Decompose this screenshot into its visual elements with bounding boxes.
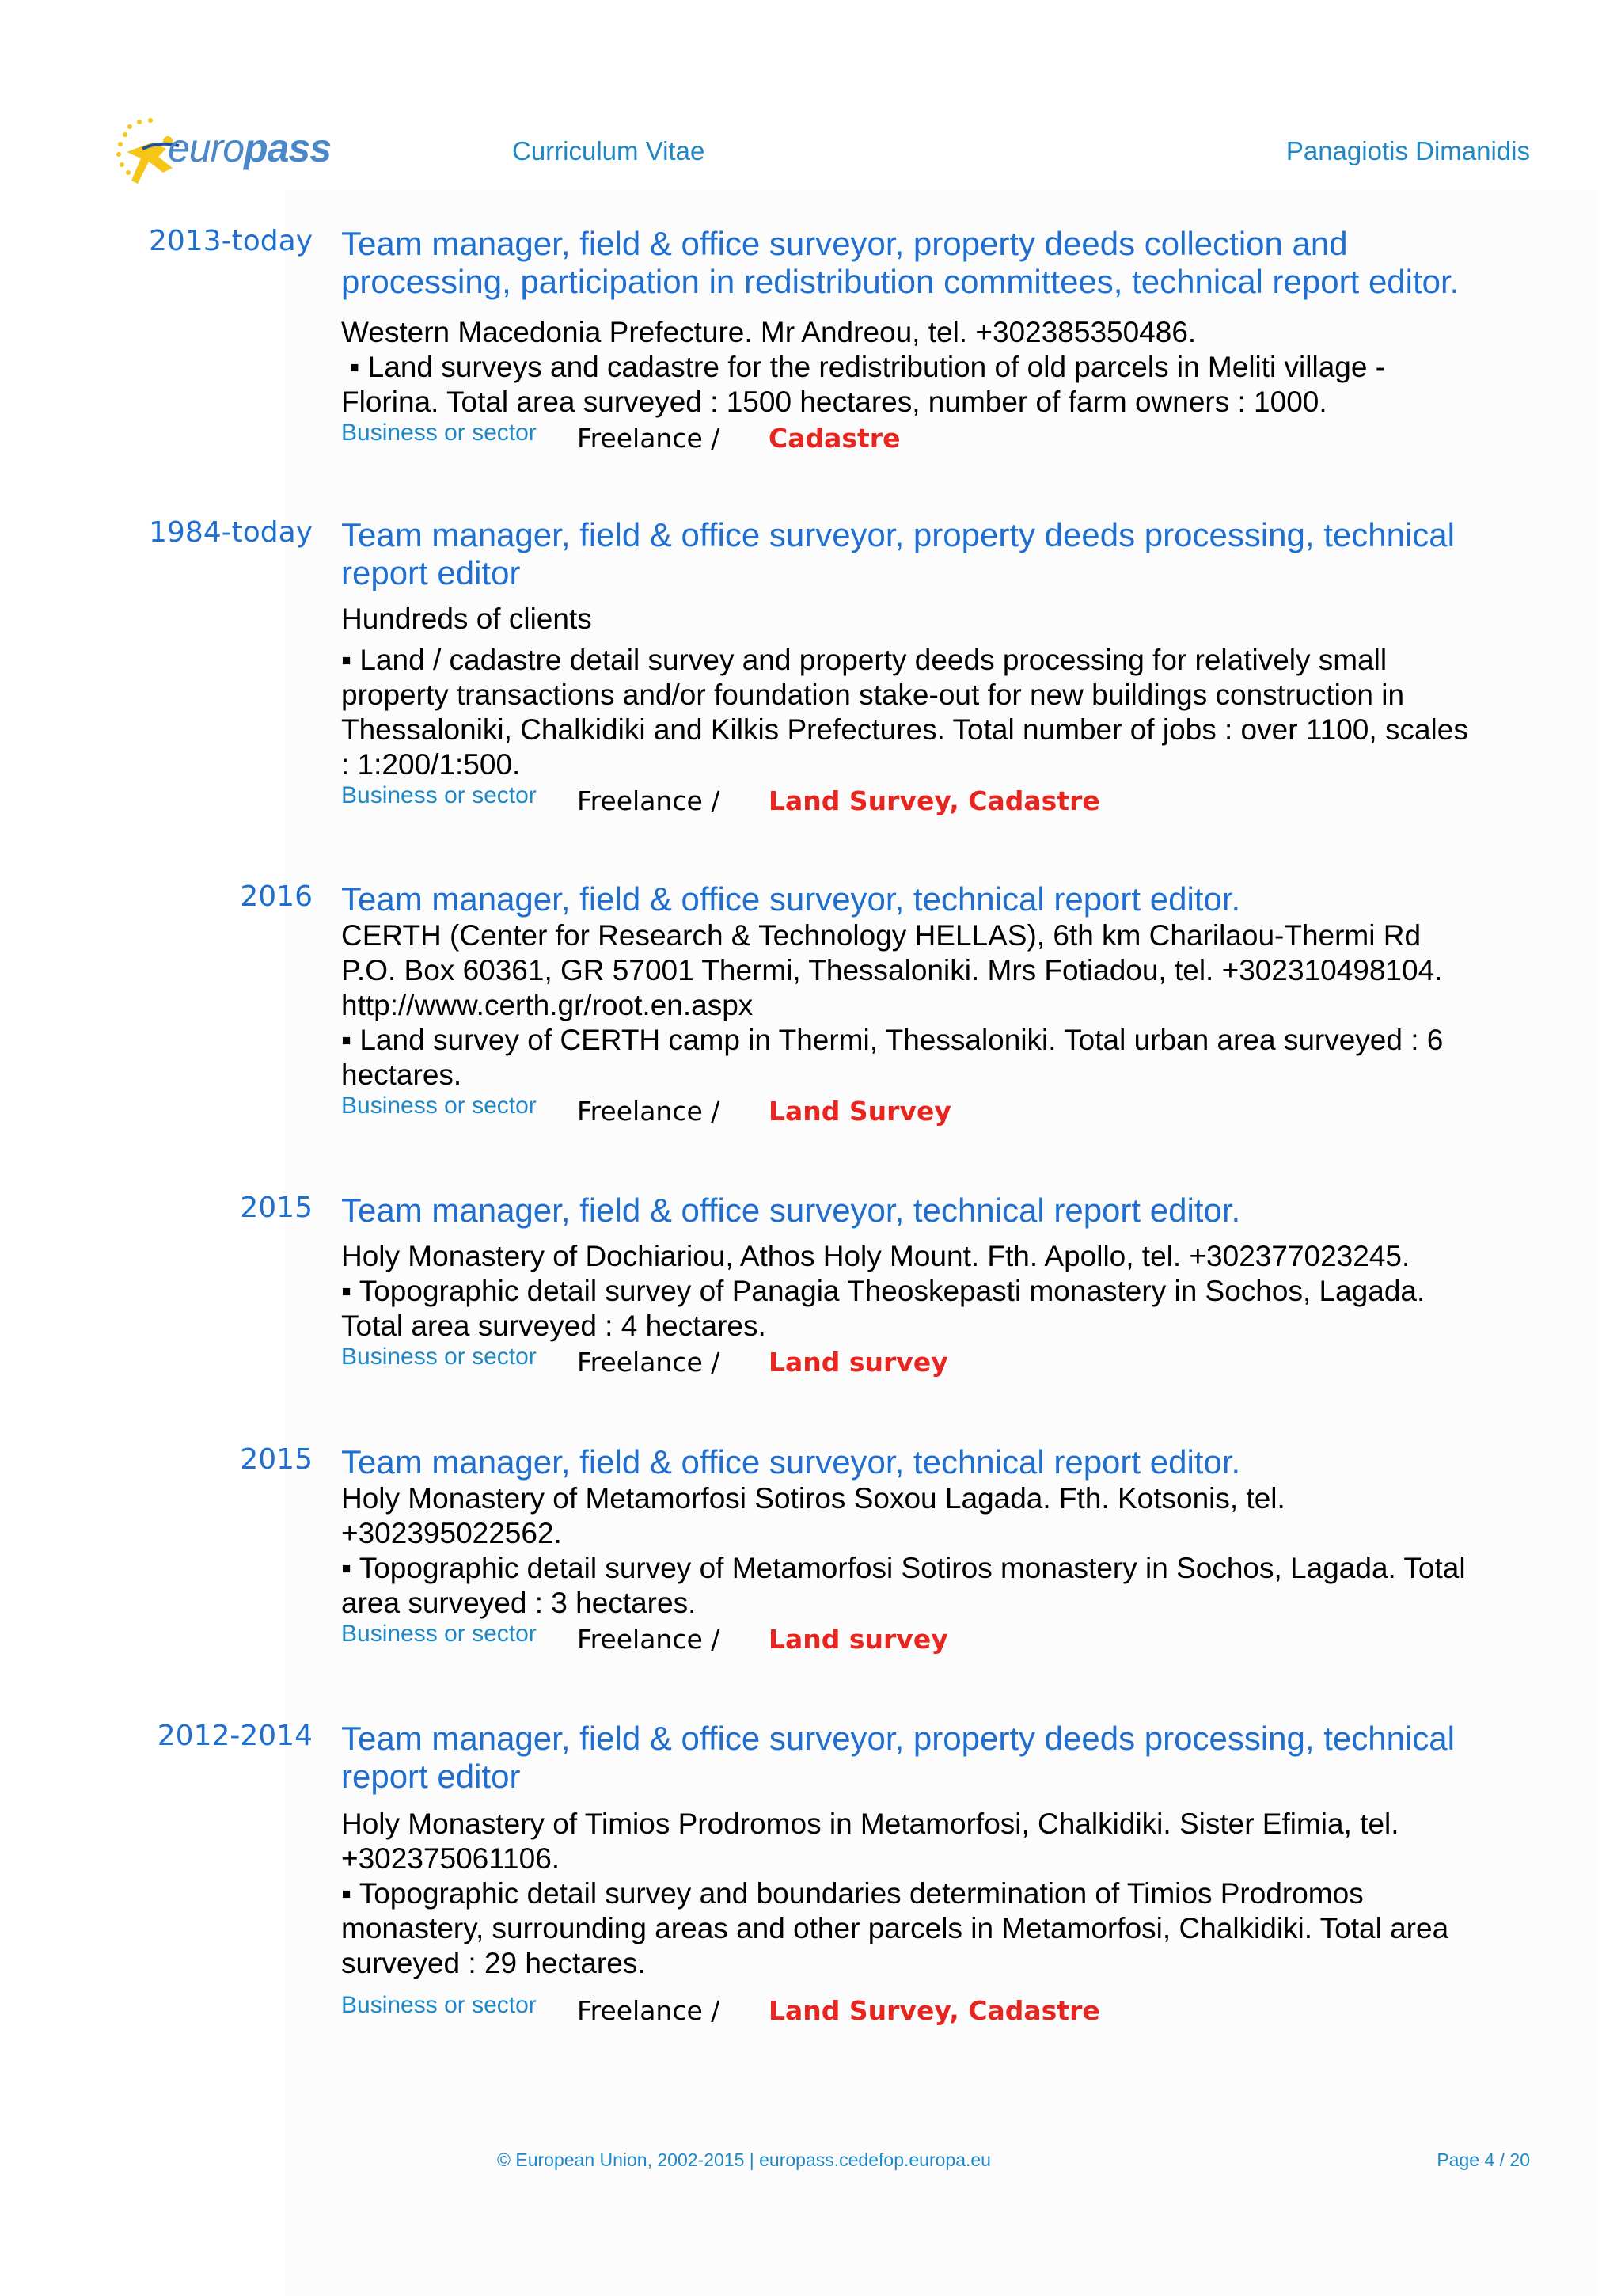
job-title-line: Team manager, field & office surveyor, property deeds processing, technical — [341, 1720, 1455, 1757]
entry-body-line: CERTH (Center for Research & Technology HELLAS), 6th km Charilaou-Thermi Rd — [341, 919, 1422, 952]
europass-wordmark — [168, 125, 331, 171]
business-sector-row — [341, 1992, 1513, 2030]
entry-body-line: ▪ Land survey of CERTH camp in Thermi, Thessaloniki. Total urban area surveyed : 6 — [341, 1024, 1444, 1056]
entry-body-line: Thessaloniki, Chalkidiki and Kilkis Prefectures. Total number of jobs : over 1100, scales — [341, 713, 1468, 746]
entry-body-line: Holy Monastery of Metamorfosi Sotiros Soxou Lagada. Fth. Kotsonis, tel. — [341, 1482, 1285, 1515]
entry-date: 2016 — [240, 880, 313, 913]
business-sector-row — [341, 782, 1513, 820]
entry-content — [341, 880, 1513, 1131]
business-sector-type: Freelance / — [577, 1347, 720, 1378]
entry-body-line: Holy Monastery of Dochiariou, Athos Holy Mount. Fth. Apollo, tel. +302377023245. — [341, 1240, 1410, 1272]
entry-body-line: http://www.certh.gr/root.en.aspx — [341, 989, 754, 1021]
business-sector-row — [341, 1621, 1513, 1659]
business-sector-label: Business or sector — [341, 420, 537, 446]
business-sector-row — [341, 420, 1513, 458]
job-title-line: Team manager, field & office surveyor, technical report editor. — [341, 1443, 1241, 1481]
entry-body-line: Hundreds of clients — [341, 603, 592, 635]
entry-content — [341, 516, 1513, 820]
business-sector-label: Business or sector — [341, 1093, 537, 1119]
person-name: Panagiotis Dimanidis — [1285, 136, 1530, 165]
entry-body-line: : 1:200/1:500. — [341, 748, 521, 781]
business-sector-label: Business or sector — [341, 1344, 537, 1370]
entry-content — [341, 225, 1513, 458]
entry-content — [341, 1192, 1513, 1382]
entry-body-line: area surveyed : 3 hectares. — [341, 1587, 697, 1619]
entry-body-line: P.O. Box 60361, GR 57001 Thermi, Thessaloniki. Mrs Fotiadou, tel. +302310498104. — [341, 954, 1443, 986]
business-sector-field: Cadastre — [769, 423, 901, 454]
business-sector-label: Business or sector — [341, 1992, 537, 2018]
logo-text-euro: euro — [168, 126, 245, 170]
business-sector-type: Freelance / — [577, 1096, 720, 1127]
business-sector-field: Land Survey, Cadastre — [769, 1995, 1100, 2026]
document-title: Curriculum Vitae — [512, 136, 705, 165]
job-title-line: Team manager, field & office surveyor, property deeds processing, technical — [341, 516, 1455, 553]
job-title-line: report editor — [341, 1758, 521, 1795]
business-sector-type: Freelance / — [577, 423, 720, 454]
entry-date: 2013-today — [149, 225, 313, 257]
entry-body-line: Holy Monastery of Timios Prodromos in Metamorfosi, Chalkidiki. Sister Efimia, tel. — [341, 1808, 1399, 1840]
job-title-line: Team manager, field & office surveyor, technical report editor. — [341, 1192, 1241, 1229]
entry-content — [341, 1720, 1513, 2030]
entry-date: 2015 — [240, 1192, 313, 1224]
business-sector-field: Land survey — [769, 1347, 948, 1378]
business-sector-row — [341, 1093, 1513, 1131]
entry-body-line: ▪ Topographic detail survey and boundaries determination of Timios Prodromos — [341, 1877, 1364, 1910]
entry-body-line: hectares. — [341, 1059, 462, 1091]
entry-date: 2012-2014 — [157, 1720, 313, 1752]
entry-body-line: property transactions and/or foundation stake-out for new buildings construction in — [341, 679, 1405, 711]
europass-logo — [111, 111, 340, 190]
job-title-line: Team manager, field & office surveyor, technical report editor. — [341, 880, 1241, 918]
business-sector-field: Land Survey — [769, 1096, 951, 1127]
entry-body-line: ▪ Land / cadastre detail survey and property deeds processing for relatively small — [341, 644, 1388, 676]
page-number: Page 4 / 20 — [1437, 2150, 1530, 2170]
entry-body-line: +302375061106. — [341, 1842, 560, 1875]
logo-text-pass: pass — [244, 126, 332, 170]
entry-body-line: +302395022562. — [341, 1517, 562, 1549]
entry-body-line: Western Macedonia Prefecture. Mr Andreou, tel. +302385350486. — [341, 316, 1197, 348]
footer-copyright-link[interactable]: © European Union, 2002-2015 | europass.cedefop.europa.eu — [497, 2150, 991, 2170]
business-sector-label: Business or sector — [341, 1621, 537, 1647]
entry-body-line: ▪ Land surveys and cadastre for the redistribution of old parcels in Meliti village - — [341, 351, 1386, 383]
entry-body-line: monastery, surrounding areas and other parcels in Metamorfosi, Chalkidiki. Total area — [341, 1912, 1449, 1944]
entry-body-line: ▪ Topographic detail survey of Panagia Theoskepasti monastery in Sochos, Lagada. — [341, 1275, 1425, 1307]
business-sector-row — [341, 1344, 1513, 1382]
entry-date: 2015 — [240, 1443, 313, 1476]
job-title-line: Team manager, field & office surveyor, property deeds collection and — [341, 225, 1348, 262]
business-sector-type: Freelance / — [577, 1624, 720, 1655]
job-title-line: processing, participation in redistribution committees, technical report editor. — [341, 263, 1460, 300]
job-title-line: report editor — [341, 554, 521, 591]
entry-body-line: Florina. Total area surveyed : 1500 hectares, number of farm owners : 1000. — [341, 386, 1327, 418]
business-sector-type: Freelance / — [577, 1995, 720, 2026]
entry-body-line: ▪ Topographic detail survey of Metamorfosi Sotiros monastery in Sochos, Lagada. Total — [341, 1552, 1466, 1584]
entry-content — [341, 1443, 1513, 1659]
business-sector-field: Land survey — [769, 1624, 948, 1655]
business-sector-label: Business or sector — [341, 782, 537, 808]
business-sector-type: Freelance / — [577, 785, 720, 816]
entry-body-line: surveyed : 29 hectares. — [341, 1947, 646, 1979]
business-sector-field: Land Survey, Cadastre — [769, 785, 1100, 816]
entry-body-line: Total area surveyed : 4 hectares. — [341, 1310, 766, 1342]
entry-date: 1984-today — [149, 516, 313, 549]
